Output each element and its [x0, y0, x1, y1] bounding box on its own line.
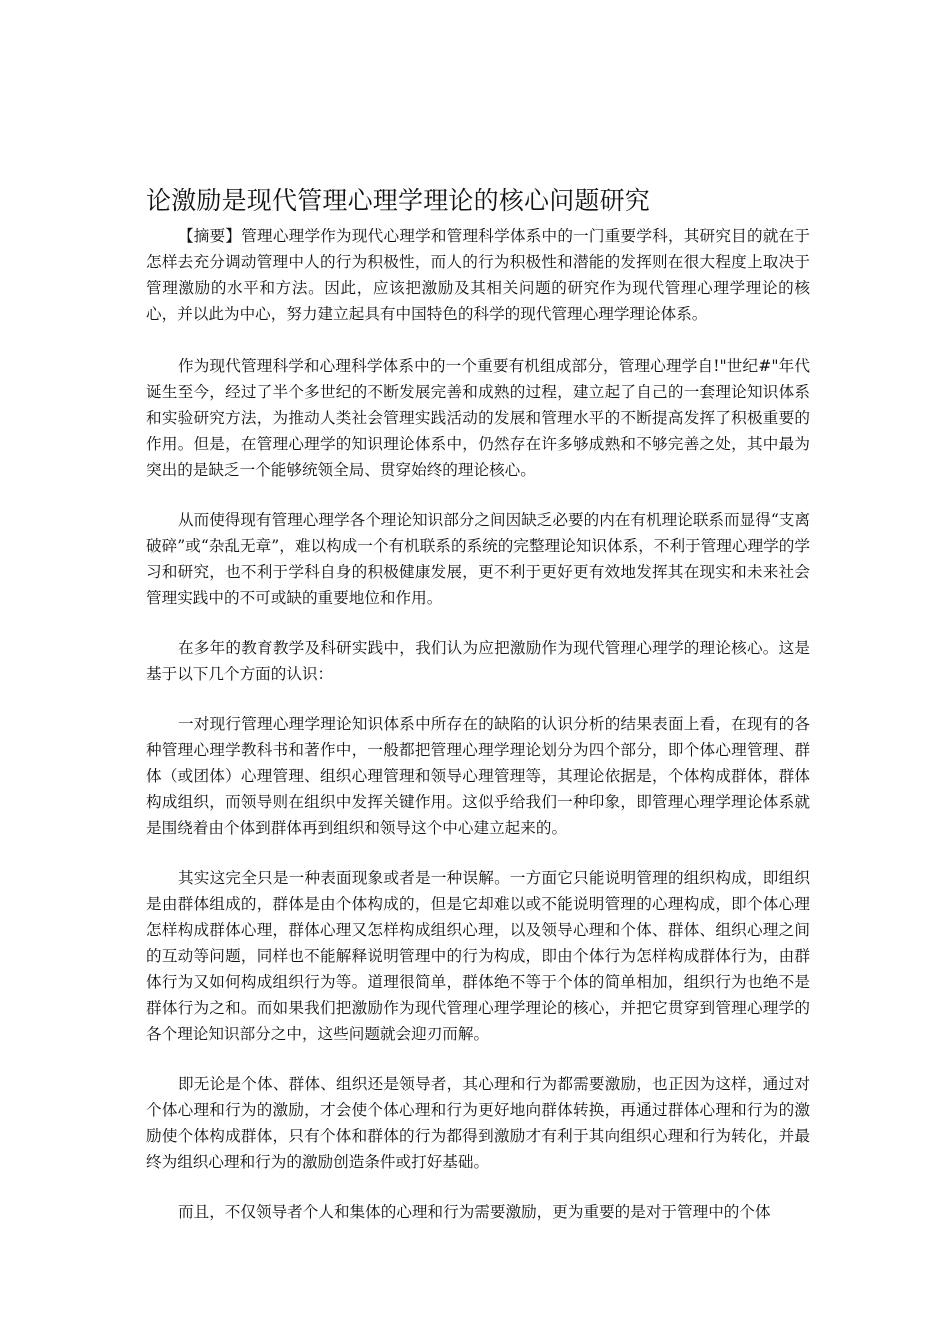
body-paragraph-2: 从而使得现有管理心理学各个理论知识部分之间因缺乏必要的内在有机理论联系而显得“支离破碎”或“杂乱无章”，难以构成一个有机联系的系统的完整理论知识体系，不利于管理心理学的学习和研究，也不利于学科自身的积极健康发展，更不利于更好更有效地发挥其在现实和未来社会管理实践中的不可或缺的重要地位和作用。	[146, 511, 810, 607]
body-paragraph-7: 而且，不仅领导者个人和集体的心理和行为需要激励，更为重要的是对于管理中的个体	[178, 1203, 771, 1221]
body-paragraph-6: 即无论是个体、群体、组织还是领导者，其心理和行为都需要激励，也正因为这样，通过对个体心理和行为的激励，才会使个体心理和行为更好地向群体转换，再通过群体心理和行为的激励使个体构成群体，只有个体和群体的行为都得到激励才有利于其向组织心理和行为转化，并最终为组织心理和行为的激励创造条件或打好基础。	[146, 1075, 810, 1171]
body-paragraph-5: 其实这完全只是一种表面现象或者是一种误解。一方面它只能说明管理的组织构成，即组织是由群体组成的，群体是由个体构成的，但是它却难以或不能说明管理的心理构成，即个体心理怎样构成群体心理，群体心理又怎样构成组织心理，以及领导心理和个体、群体、组织心理之间的互动等问题，同样也不能解释说明管理中的行为构成，即由个体行为怎样构成群体行为，由群体行为又如何构成组织行为等。道理很简单，群体绝不等于个体的简单相加，组织行为也绝不是群体行为之和。而如果我们把激励作为现代管理心理学理论的核心，并把它贯穿到管理心理学的各个理论知识部分之中，这些问题就会迎刃而解。	[146, 869, 810, 1043]
document-page	[146, 183, 810, 1225]
body-paragraph-4: 一对现行管理心理学理论知识体系中所存在的缺陷的认识分析的结果表面上看，在现有的各种管理心理学教科书和著作中，一般都把管理心理学理论划分为四个部分，即个体心理管理、群体（或团体）心理管理、组织心理管理和领导心理管理等，其理论依据是，个体构成群体，群体构成组织，而领导则在组织中发挥关键作用。这似乎给我们一种印象，即管理心理学理论体系就是围绕着由个体到群体再到组织和领导这个中心建立起来的。	[146, 715, 810, 837]
body-paragraph-1: 作为现代管理科学和心理科学体系中的一个重要有机组成部分，管理心理学自!"世纪#"年代诞生至今，经过了半个多世纪的不断发展完善和成熟的过程，建立起了自己的一套理论知识体系和实验研究方法，为推动人类社会管理实践活动的发展和管理水平的不断提高发挥了积极重要的作用。但是，在管理心理学的知识理论体系中，仍然存在许多够成熟和不够完善之处，其中最为突出的是缺乏一个能够统领全局、贯穿始终的理论核心。	[146, 357, 810, 479]
abstract-paragraph: 【摘要】管理心理学作为现代心理学和管理科学体系中的一门重要学科，其研究目的就在于怎样去充分调动管理中人的行为积极性，而人的行为积极性和潜能的发挥则在很大程度上取决于管理激励的水平和方法。因此，应该把激励及其相关问题的研究作为现代管理心理学理论的核心，并以此为中心，努力建立起具有中国特色的科学的现代管理心理学理论体系。	[146, 227, 810, 323]
body-paragraph-3: 在多年的教育教学及科研实践中，我们认为应把激励作为现代管理心理学的理论核心。这是基于以下几个方面的认识：	[146, 639, 810, 683]
document-title: 论激励是现代管理心理学理论的核心问题研究	[146, 186, 651, 215]
